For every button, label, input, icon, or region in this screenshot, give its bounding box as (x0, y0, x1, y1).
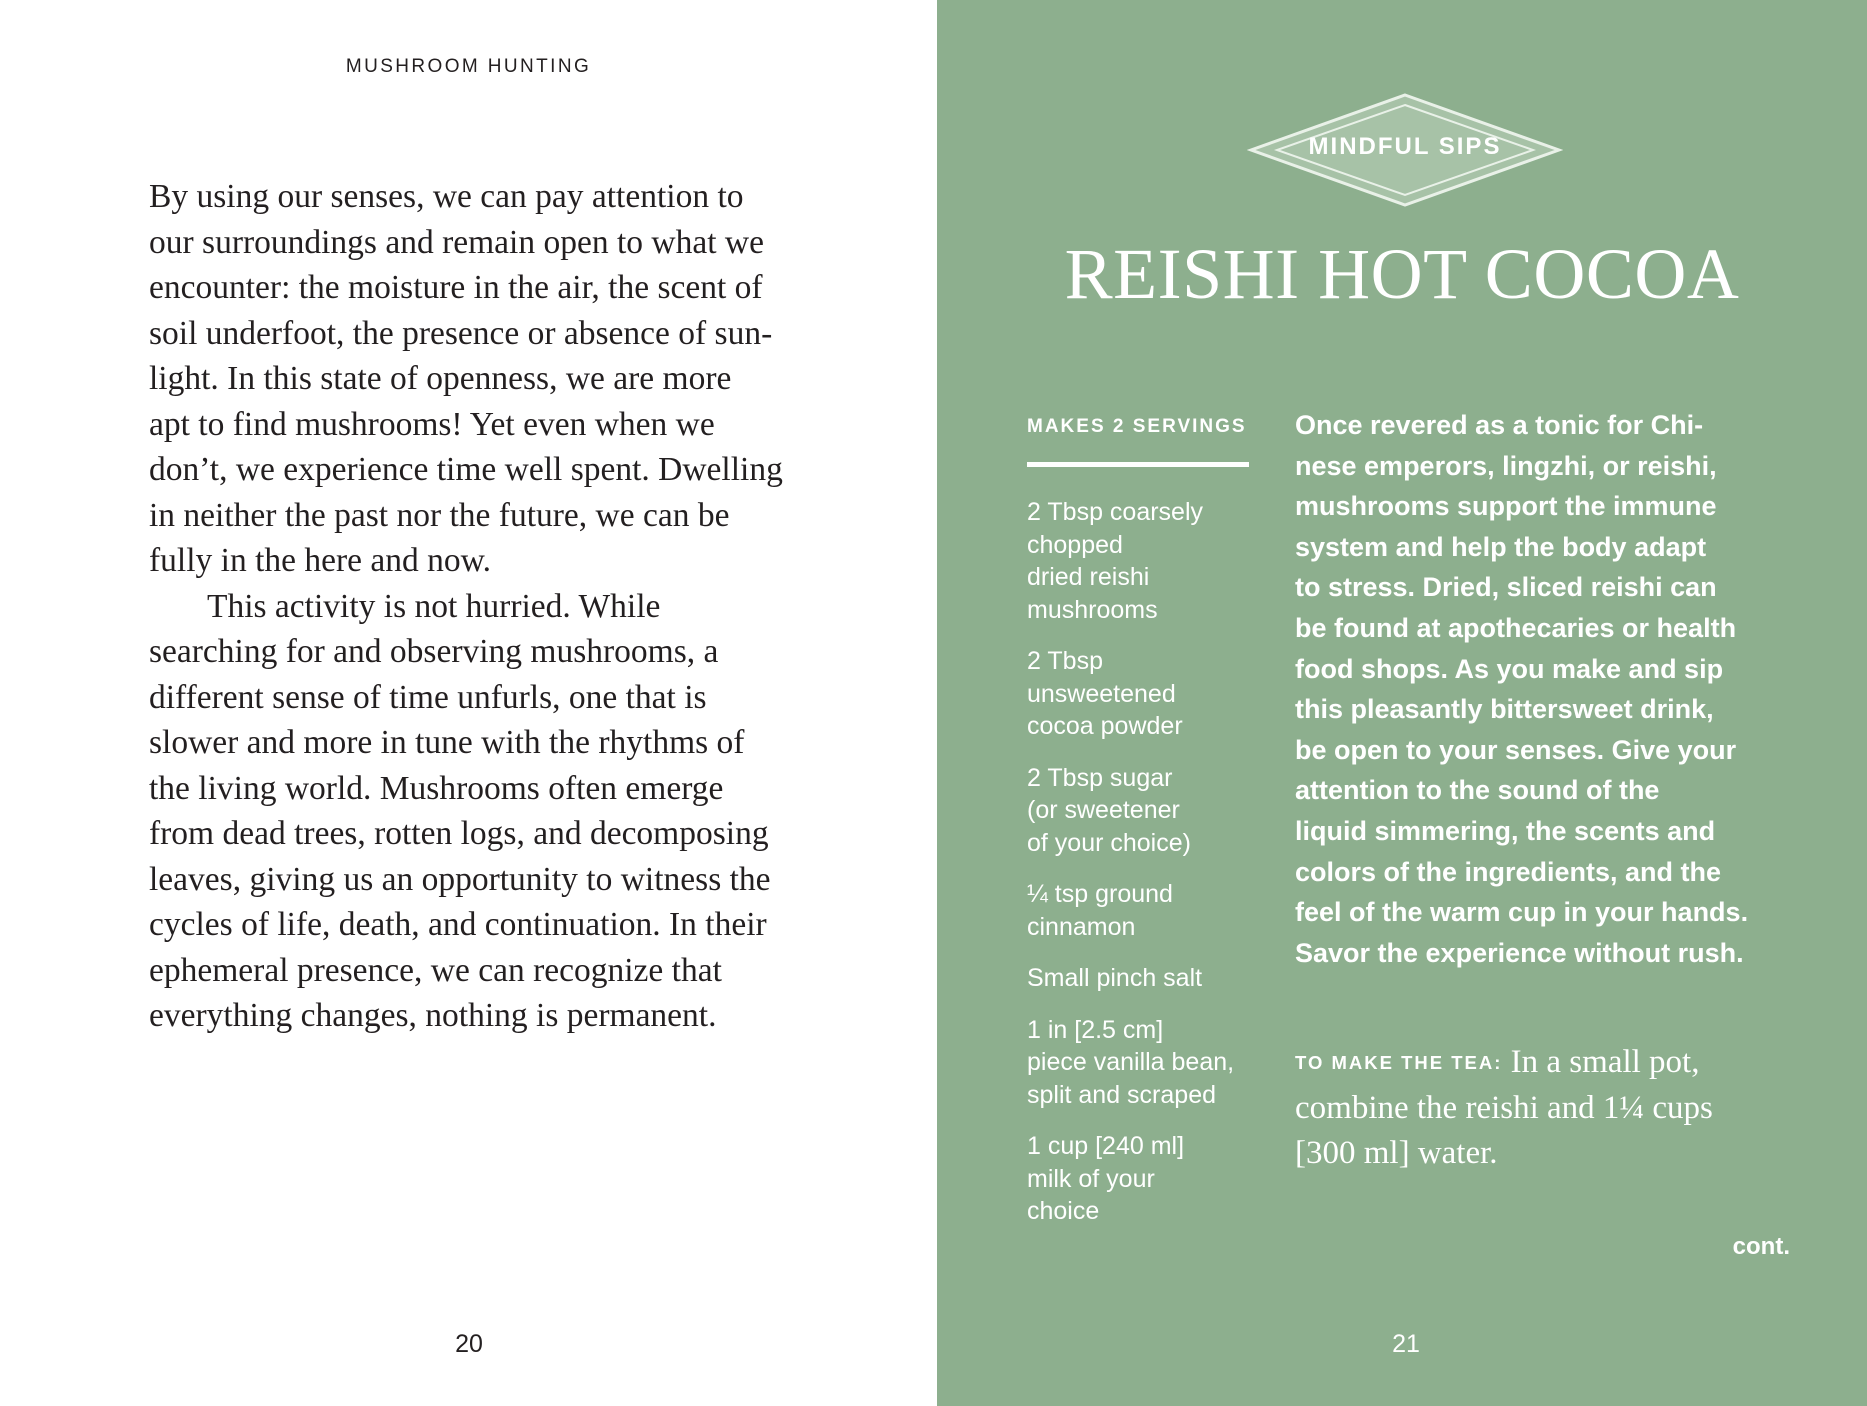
page-number-left: 20 (455, 1330, 483, 1358)
badge-label: MINDFUL SIPS (1308, 133, 1502, 160)
text-line: leaves, giving us an opportunity to witness the (149, 860, 771, 898)
page-number-right: 21 (1392, 1330, 1420, 1358)
ingredient-line: chopped (1027, 530, 1123, 559)
text-line: everything changes, nothing is permanent. (149, 997, 717, 1034)
text-line: the living world. Mushrooms often emerge (149, 769, 724, 807)
ingredient-item (1027, 645, 1267, 743)
text-line: This activity is not hurried. While (207, 587, 661, 625)
text-line: By using our senses, we can pay attention to (149, 178, 744, 215)
intro-line: this pleasantly bittersweet drink, (1295, 694, 1714, 725)
method-step (1295, 1040, 1855, 1177)
method-text: In a small pot, (1510, 1044, 1700, 1080)
intro-line: Savor the experience without rush. (1295, 937, 1744, 968)
text-line: ephemeral presence, we can recognize that (149, 951, 722, 989)
text-line: soil underfoot, the presence or absence of sun- (149, 314, 773, 352)
yield-divider (1027, 462, 1249, 467)
text-line: cycles of life, death, and continuation. In their (149, 906, 767, 943)
intro-line: liquid simmering, the scents and (1295, 815, 1716, 846)
text-line: don’t, we experience time well spent. Dwelling (149, 451, 783, 488)
ingredient-item (1027, 496, 1267, 626)
method-label: TO MAKE THE TEA: (1295, 1052, 1503, 1073)
text-line: in neither the past nor the future, we can be (149, 496, 730, 534)
ingredient-line: cinnamon (1027, 912, 1136, 941)
ingredient-line: 1 in [2.5 cm] (1027, 1015, 1164, 1044)
text-line: searching for and observing mushrooms, a (149, 633, 719, 670)
method-line: combine the reishi and 1¼ cups (1295, 1089, 1713, 1126)
ingredient-line: piece vanilla bean, (1027, 1048, 1235, 1076)
method-line: [300 ml] water. (1295, 1135, 1498, 1171)
ingredient-line: Small pinch salt (1027, 964, 1203, 992)
ingredient-line: unsweetened (1027, 679, 1176, 708)
intro-line: nese emperors, lingzhi, or reishi, (1295, 450, 1717, 481)
text-line: apt to find mushrooms! Yet even when we (149, 405, 715, 443)
text-line: our surroundings and remain open to what we (149, 223, 764, 261)
ingredient-item (1027, 1014, 1267, 1112)
intro-line: food shops. As you make and sip (1295, 653, 1724, 684)
ingredient-item (1027, 1130, 1267, 1228)
ingredient-line: 2 Tbsp coarsely (1027, 498, 1204, 526)
ingredient-line: (or sweetener (1027, 796, 1180, 824)
ingredient-list (1027, 496, 1267, 1247)
ingredient-line: ¼ tsp ground (1027, 880, 1173, 908)
ingredient-line: of your choice) (1027, 828, 1191, 857)
paragraph-1 (149, 174, 799, 584)
continued-note: cont. (1732, 1233, 1790, 1260)
text-line: slower and more in tune with the rhythms of (149, 724, 745, 761)
paragraph-2 (149, 584, 799, 1039)
recipe-title: REISHI HOT COCOA (1064, 234, 1740, 314)
ingredient-line: mushrooms (1027, 595, 1158, 624)
text-line: light. In this state of openness, we are more (149, 360, 732, 397)
ingredient-line: split and scraped (1027, 1080, 1217, 1109)
intro-line: attention to the sound of the (1295, 775, 1660, 806)
intro-line: feel of the warm cup in your hands. (1295, 897, 1749, 928)
ingredient-line: choice (1027, 1197, 1100, 1225)
ingredient-line: milk of your (1027, 1164, 1155, 1193)
ingredient-item (1027, 878, 1267, 943)
intro-line: colors of the ingredients, and the (1295, 856, 1722, 887)
ingredient-line: 2 Tbsp (1027, 647, 1103, 675)
intro-line: Once revered as a tonic for Chi- (1295, 410, 1704, 440)
recipe-intro (1295, 405, 1835, 973)
intro-line: be open to your senses. Give your (1295, 734, 1737, 765)
ingredient-line: 1 cup [240 ml] (1027, 1132, 1185, 1160)
yield-label: MAKES 2 SERVINGS (1027, 416, 1247, 437)
text-line: different sense of time unfurls, one that is (149, 678, 707, 716)
running-head: MUSHROOM HUNTING (345, 56, 592, 77)
intro-line: to stress. Dried, sliced reishi can (1295, 572, 1717, 603)
text-line: from dead trees, rotten logs, and decomposing (149, 815, 769, 852)
ingredient-item (1027, 962, 1267, 995)
ingredient-line: dried reishi (1027, 563, 1150, 591)
method-line (1295, 1040, 1855, 1086)
text-line: fully in the here and now. (149, 542, 492, 579)
intro-line: be found at apothecaries or health (1295, 612, 1737, 643)
intro-line: mushrooms support the immune (1295, 491, 1717, 522)
ingredient-line: cocoa powder (1027, 712, 1183, 740)
intro-line: system and help the body adapt (1295, 531, 1707, 562)
text-line: encounter: the moisture in the air, the scent of (149, 269, 763, 306)
body-text (149, 174, 799, 1039)
ingredient-line: 2 Tbsp sugar (1027, 763, 1173, 792)
ingredient-item (1027, 762, 1267, 860)
